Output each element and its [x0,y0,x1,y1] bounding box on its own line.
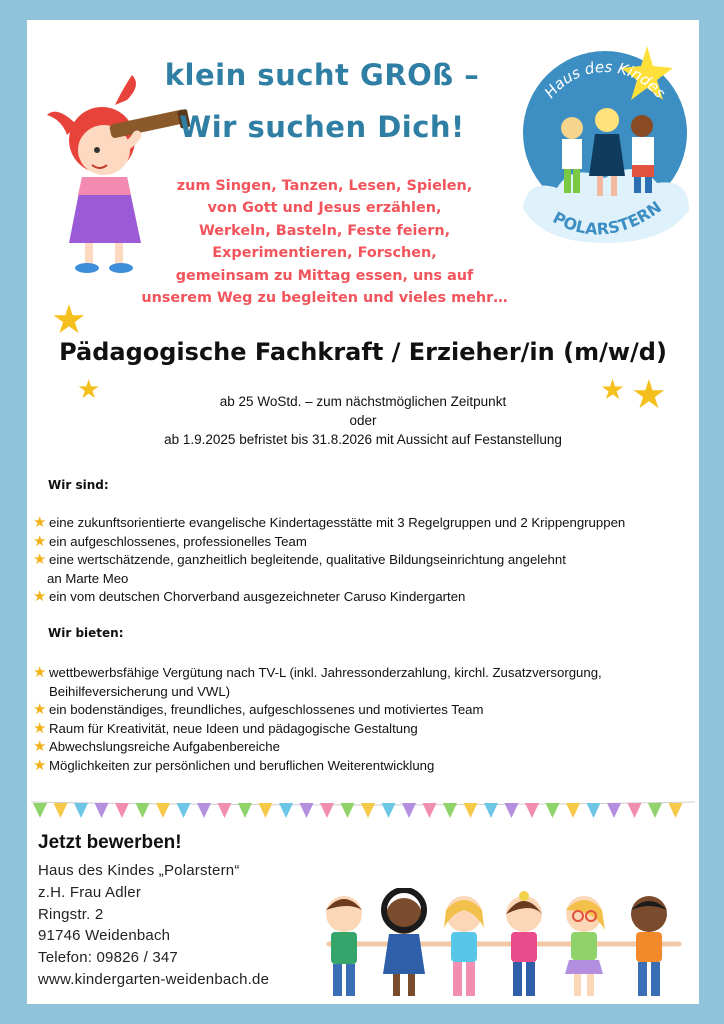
bunting-flag [115,803,129,818]
bunting-flag [648,803,662,818]
star-bullet-icon: ★ [33,756,47,774]
star-icon: ★ [51,298,87,342]
bunting-flag [300,803,314,818]
bunting-flag [95,803,109,818]
list-item: ★ Möglichkeiten zur persönlichen und beruflichen Weiterentwicklung [33,756,435,774]
bunting-flag [402,803,416,818]
bunting-flag [484,803,498,818]
list-item-continuation: Beihilfeversicherung und VWL) [49,683,231,699]
bunting-flag [197,803,211,818]
logo-top-text: Haus des Kindes [540,57,670,102]
activity-line: unserem Weg zu begleiten und vieles mehr… [141,290,508,307]
list-item: ★ eine wertschätzende, ganzheitlich begleitende, qualitative Bildungseinrichtung angelehnt [33,551,566,568]
star-icon: ★ [631,373,667,417]
wir-bieten-list [33,664,693,775]
bunting-flag [238,803,252,818]
bunting-flag [443,803,457,818]
bunting-flag [587,803,601,818]
wir-sind-heading: Wir sind: [48,478,109,492]
activity-line: von Gott und Jesus erzählen, [207,200,442,217]
apply-heading: Jetzt bewerben! [38,832,182,853]
bunting-flag [218,803,232,818]
bunting-flag [136,803,150,818]
star-icon: ★ [600,374,626,405]
list-item-continuation: an Marte Meo [47,570,129,586]
bunting-flag [423,803,437,818]
contact-attn: z.H. Frau Adler [38,883,142,901]
wir-sind-list [33,514,693,607]
star-bullet-icon: ★ [33,738,47,755]
activity-line: Werkeln, Basteln, Feste feiern, [198,222,451,239]
bunting-flag [341,803,355,818]
bunting-flag [320,803,334,818]
list-item: ★ ein vom deutschen Chorverband ausgezeichneter Caruso Kindergarten [33,588,466,605]
bunting-flag [279,803,293,818]
contact-phone: Telefon: 09826 / 347 [38,949,178,967]
children-holding-hands-illustration [309,888,699,1004]
bunting-flag [566,803,580,818]
contact-street: Ringstr. 2 [38,905,104,923]
headline-line-1: klein sucht GROß – [164,58,480,92]
star-bullet-icon: ★ [33,719,47,737]
list-item: ★ ein bodenständiges, freundliches, aufgeschlossenes und motiviertes Team [33,701,484,718]
bunting-flag [177,803,191,818]
star-bullet-icon: ★ [33,701,47,718]
contact-city: 91746 Weidenbach [38,927,171,945]
star-bullet-icon: ★ [33,588,47,605]
bunting-flag [382,803,396,818]
contact-block [38,860,269,991]
bunting-flag [259,803,273,818]
star-bullet-icon: ★ [33,551,47,568]
list-item: ★ eine zukunftsorientierte evangelische Kindertagesstätte mit 3 Regelgruppen und 2 Krippengruppen [33,514,626,531]
list-item: ★ Raum für Kreativität, neue Ideen und pädagogische Gestaltung [33,719,418,737]
job-hours: ab 25 WoStd. – zum nächstmöglichen Zeitpunkt [219,394,507,409]
star-icon: ★ [77,374,101,404]
bunting-decoration [27,798,699,826]
job-or: oder [349,413,377,428]
bunting-flag [607,803,621,818]
logo-bottom-text: POLARSTERN [549,197,665,239]
list-item: ★ Abwechslungsreiche Aufgabenbereiche [33,738,280,755]
polarstern-logo [517,38,692,248]
star-bullet-icon: ★ [33,514,47,531]
list-item: ★ ein aufgeschlossenes, professionelles Team [33,532,307,550]
star-bullet-icon: ★ [33,664,47,681]
bunting-flag [464,803,478,818]
headline-line-2: Wir suchen Dich! [179,110,465,144]
contact-website[interactable]: www.kindergarten-weidenbach.de [38,970,270,988]
bunting-flag [54,803,68,818]
activity-line: Experimentieren, Forschen, [212,245,437,262]
activity-line: zum Singen, Tanzen, Lesen, Spielen, [176,178,473,194]
list-item: ★ wettbewerbsfähige Vergütung nach TV-L (inkl. Jahressonderzahlung, kirchl. Zusatzversorgung, [33,664,602,681]
bunting-flag [525,803,539,818]
activities-text [137,175,512,309]
bunting-flag [33,803,47,818]
wir-bieten-heading: Wir bieten: [48,626,124,640]
activity-line: gemeinsam zu Mittag essen, uns auf [175,267,474,284]
bunting-flag [669,803,683,818]
bunting-flag [74,803,88,818]
flyer-paper [27,20,699,1004]
bunting-flag [361,803,375,818]
contact-name: Haus des Kindes „Polarstern“ [38,862,240,879]
job-term: ab 1.9.2025 befristet bis 31.8.2026 mit Aussicht auf Festanstellung [164,432,562,447]
star-bullet-icon: ★ [33,532,47,550]
bunting-flag [628,803,642,818]
bunting-flag [546,803,560,818]
bunting-flag [156,803,170,818]
job-title: Pädagogische Fachkraft / Erzieher/in (m/w/d) [59,338,667,366]
bunting-flag [505,803,519,818]
